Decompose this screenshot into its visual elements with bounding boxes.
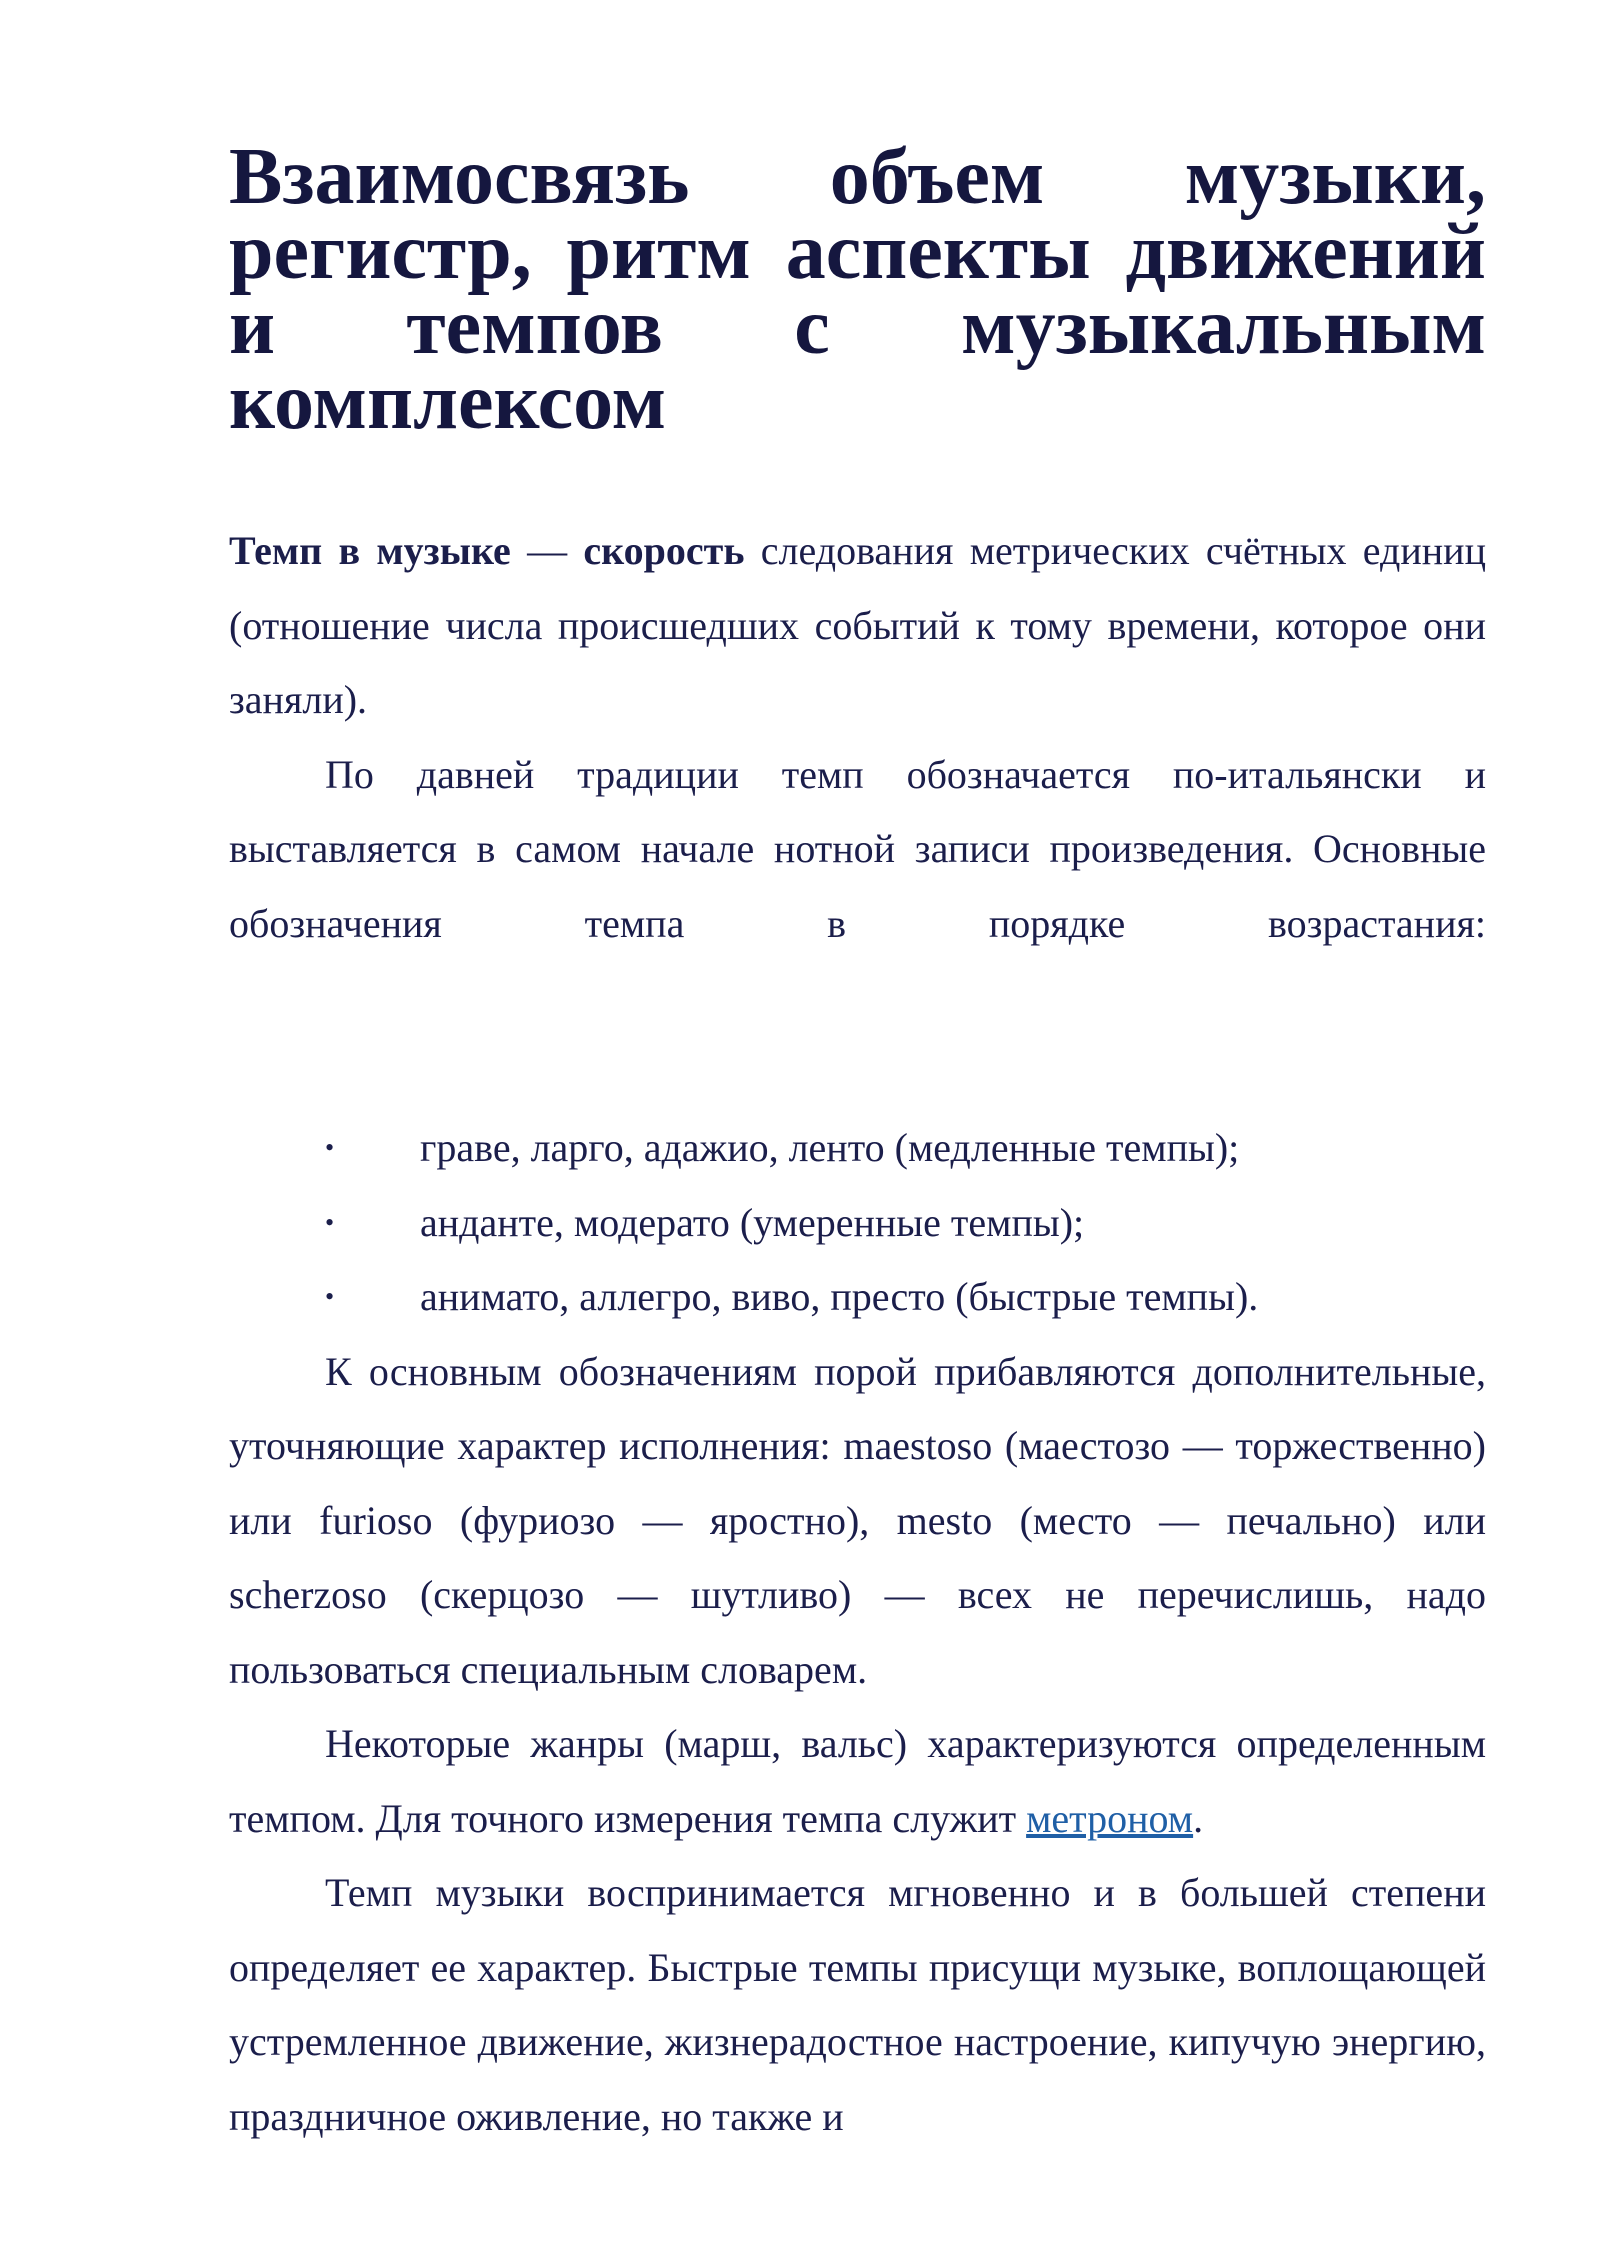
list-item-text: граве, ларго, адажио, ленто (медленные темпы); [420, 1125, 1240, 1170]
list-item-text: анимато, аллегро, виво, престо (быстрые темпы). [420, 1274, 1259, 1319]
list-item-text: анданте, модерато (умеренные темпы); [420, 1199, 1085, 1245]
term-dash: — [510, 528, 584, 573]
bullet-icon: • [325, 1282, 335, 1311]
term-definition: скорость [583, 528, 745, 573]
genres-text-end: . [1193, 1795, 1204, 1841]
paragraph-additional-markings: К основным обозначениям порой прибавляются дополнительные, уточняющие характер исполнения: maestoso (маестозо — торжественно) или furioso (фуриозо — яростно), mesto (место — печально) или scherzoso (скерцозо — шутливо) — всех не перечислишь, надо пользоваться специальным словарем. [229, 1348, 1486, 1692]
paragraph-perception: Темп музыки воспринимается мгновенно и в большей степени определяет ее характер. Быстрые темпы присущи музыке, воплощающей устремленное движение, жизнерадостное настроение, кипучую энергию, праздничное оживление, но также и [229, 1870, 1486, 2139]
bullet-icon: • [325, 1133, 335, 1162]
paragraph-tempo-definition [229, 514, 1486, 738]
definition-text: следования метрических счётных единиц (отношение числа происшедших событий к тому времени, которое они заняли). [229, 528, 1486, 722]
list-item [229, 1111, 1486, 1186]
bullet-icon: • [325, 1207, 335, 1237]
genres-text: Некоторые жанры (марш, вальс) характеризуются определенным темпом. Для точного измерения темпа служит [229, 1721, 1486, 1841]
paragraph-genres [229, 1707, 1486, 1856]
list-item [229, 1260, 1486, 1335]
metronome-link[interactable]: метроном [1026, 1795, 1194, 1841]
document-title: Взаимосвязь объем музыки, регистр, ритм аспекты движений и темпов с музыкальным комплексом [229, 133, 1486, 446]
document-body [229, 133, 1486, 2154]
term-tempo: Темп в музыке [229, 528, 511, 573]
tempo-list [229, 1111, 1486, 1335]
list-item [229, 1186, 1486, 1261]
paragraph-tradition: По давней традиции темп обозначается по-итальянски и выставляется в самом начале нотной записи произведения. Основные обозначения темпа в порядке возрастания: [229, 751, 1486, 946]
